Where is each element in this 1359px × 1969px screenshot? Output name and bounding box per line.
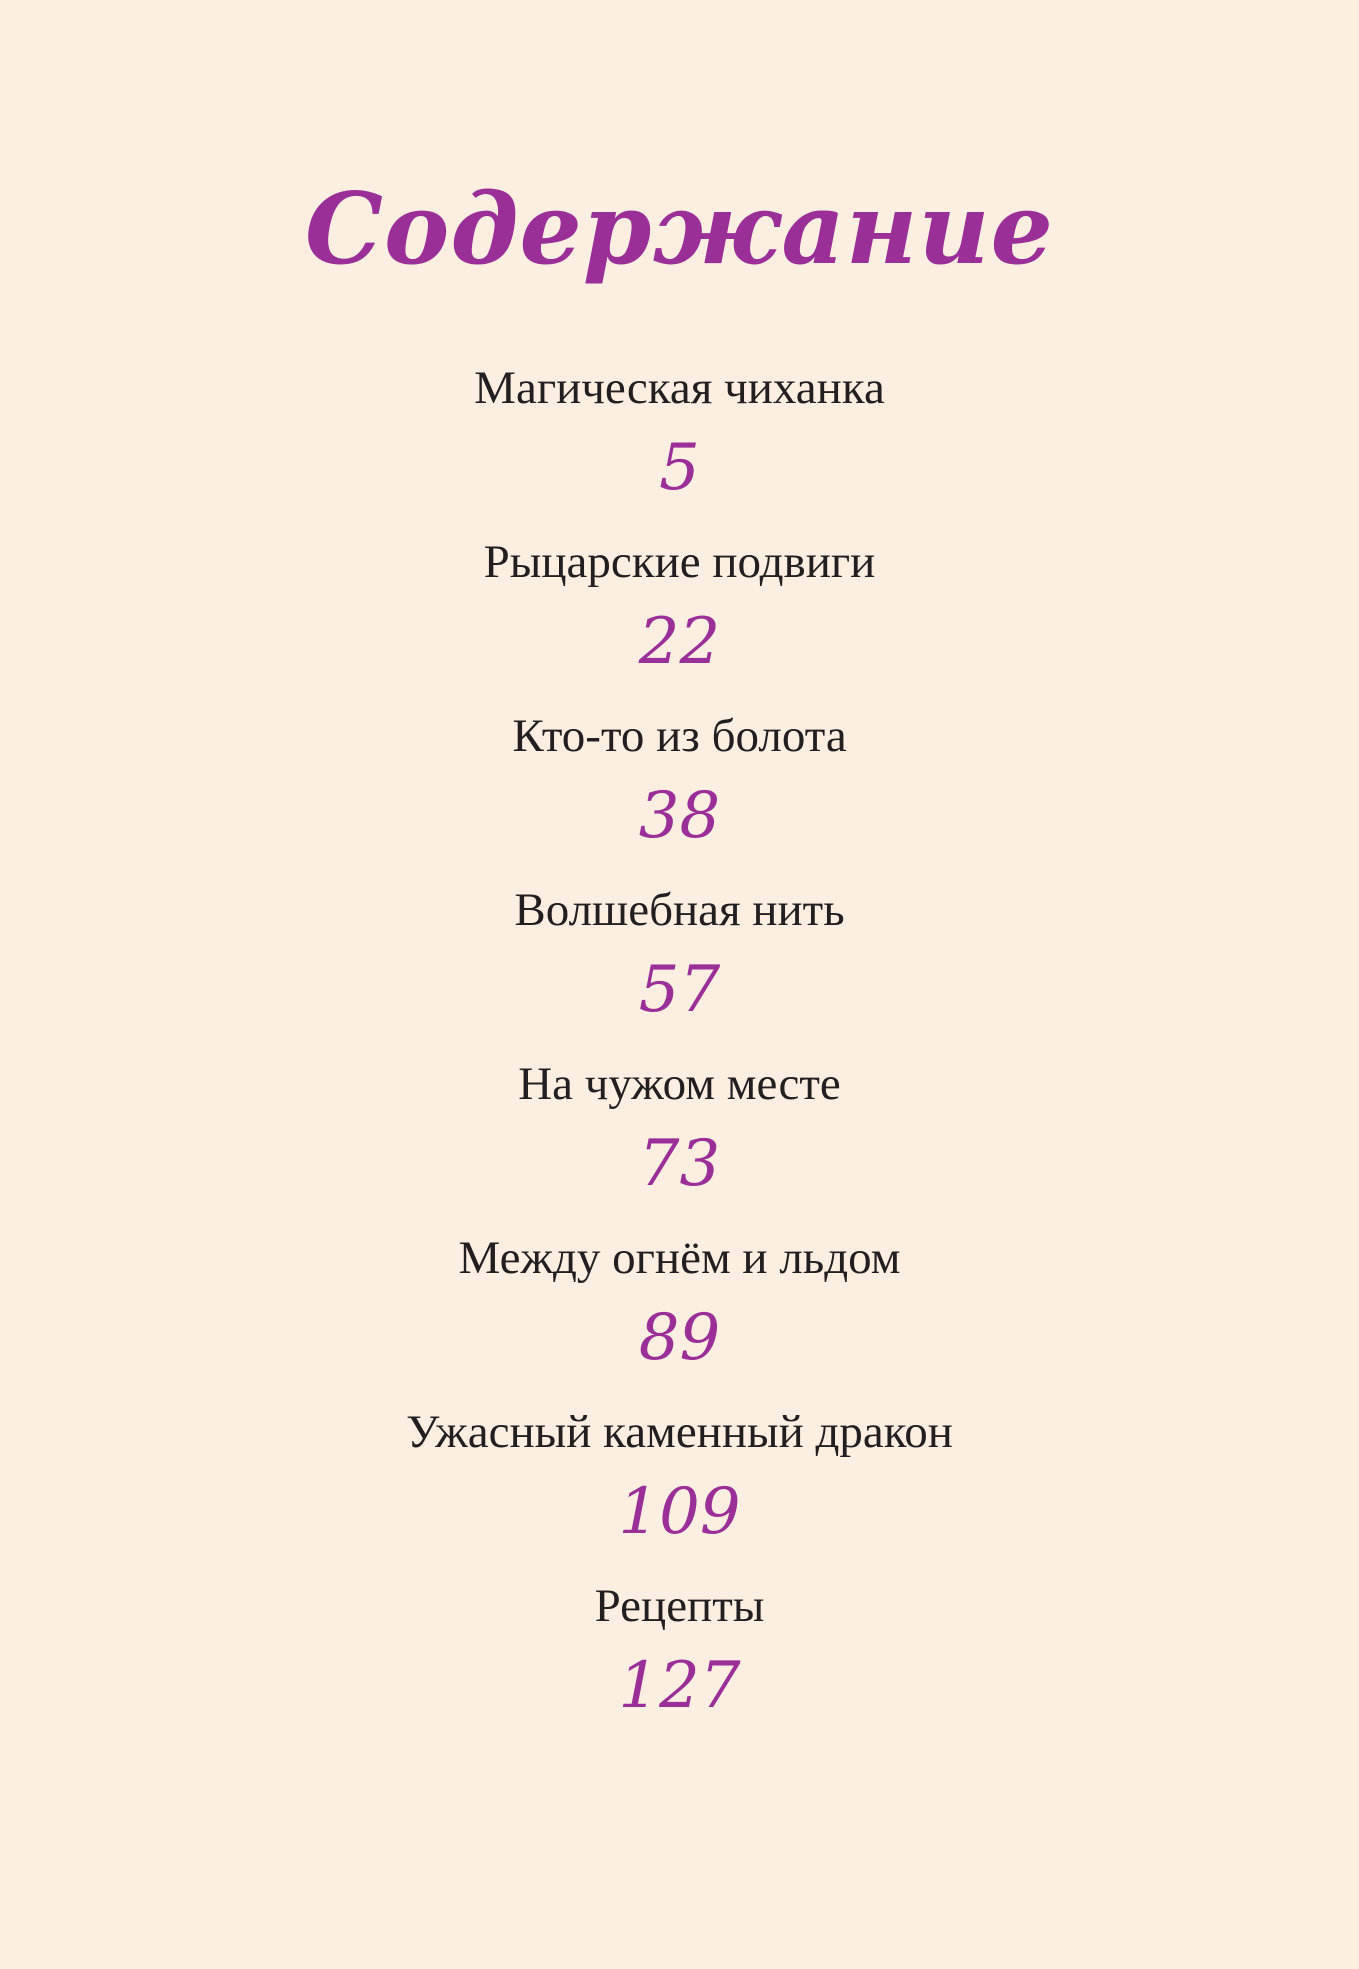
toc-entry-page-number: 89 (638, 1301, 721, 1375)
toc-entry-page-number: 38 (638, 779, 721, 853)
toc-entry[interactable] (0, 1226, 1359, 1386)
toc-entry-page-number: 127 (618, 1649, 741, 1723)
toc-entry[interactable] (0, 356, 1359, 516)
toc-entry-page-number: 5 (659, 431, 700, 505)
toc-entry-title: Рыцарские подвиги (483, 536, 876, 588)
toc-entry-title: На чужом месте (518, 1058, 841, 1110)
toc-entry[interactable] (0, 878, 1359, 1038)
toc-entry[interactable] (0, 530, 1359, 690)
toc-entry-title: Кто-то из болота (512, 710, 847, 762)
toc-entry-page-number: 57 (638, 953, 721, 1027)
toc-entry[interactable] (0, 1052, 1359, 1212)
toc-entry-title: Волшебная нить (514, 884, 845, 936)
toc-entry-title: Рецепты (594, 1580, 765, 1632)
toc-entry[interactable] (0, 1400, 1359, 1560)
toc-entry[interactable] (0, 1574, 1359, 1734)
toc-entry-page-number: 109 (618, 1475, 741, 1549)
toc-entry-title: Ужасный каменный дракон (406, 1406, 953, 1458)
toc-entry-title: Магическая чиханка (474, 362, 885, 414)
page-title: Содержание (305, 172, 1054, 287)
toc-entry-title: Между огнём и льдом (458, 1232, 901, 1284)
toc-entry-page-number: 22 (638, 605, 721, 679)
toc-entry[interactable] (0, 704, 1359, 864)
toc-entry-page-number: 73 (638, 1127, 721, 1201)
